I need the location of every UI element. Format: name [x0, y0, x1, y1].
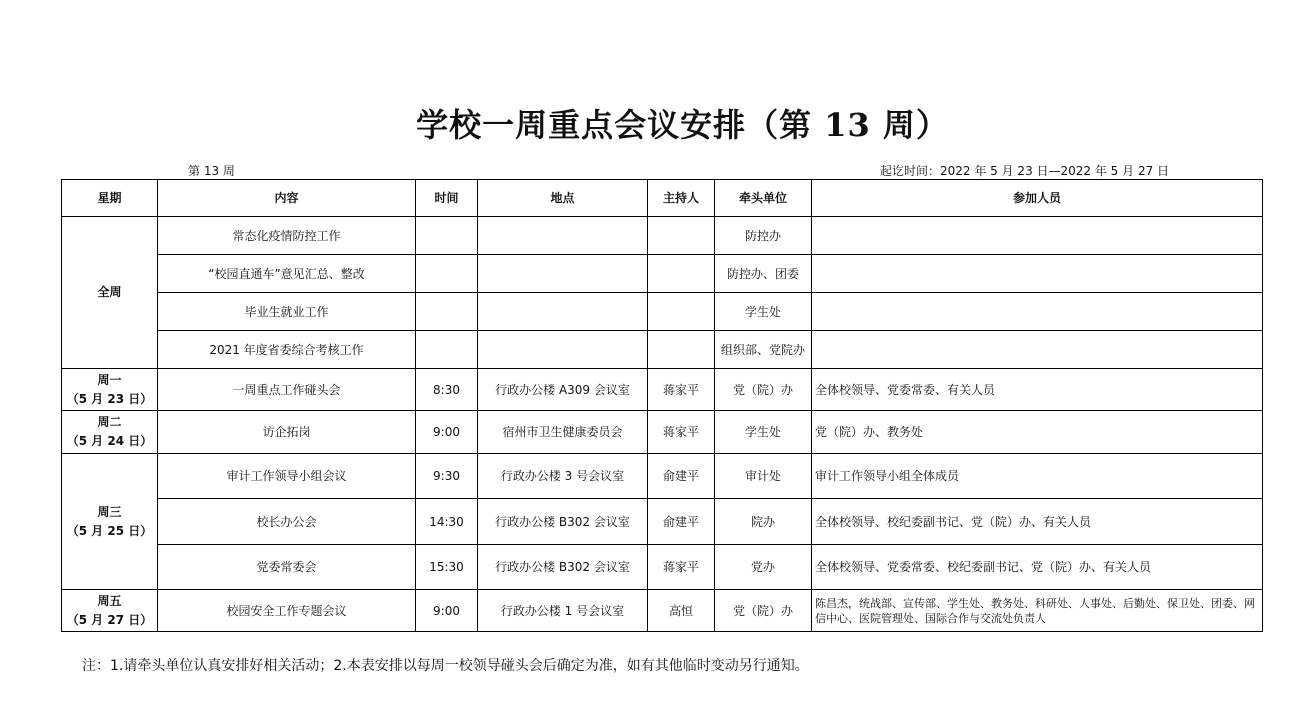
cell-lead: 审计处 — [715, 454, 812, 499]
cell-time — [416, 217, 478, 255]
cell-participants: 全体校领导、校纪委副书记、党（院）办、有关人员 — [812, 499, 1263, 545]
day-cell-friday — [62, 590, 158, 632]
cell-content: 审计工作领导小组会议 — [158, 454, 416, 499]
cell-place — [478, 331, 648, 369]
cell-content: 常态化疫情防控工作 — [158, 217, 416, 255]
day-date: （5 月 27 日） — [66, 612, 153, 627]
cell-participants — [812, 293, 1263, 331]
cell-place: 宿州市卫生健康委员会 — [478, 411, 648, 454]
cell-place: 行政办公楼 B302 会议室 — [478, 545, 648, 590]
document-title: 学校一周重点会议安排（第 13 周） — [416, 106, 949, 144]
cell-host: 蒋家平 — [648, 369, 715, 411]
cell-lead: 学生处 — [715, 411, 812, 454]
cell-participants: 陈昌杰，统战部、宣传部、学生处、教务处、科研处、人事处、后勤处、保卫处、团委、网信中心、医院管理处、国际合作与交流处负责人 — [812, 590, 1263, 632]
cell-place — [478, 293, 648, 331]
cell-participants — [812, 255, 1263, 293]
table-row — [62, 255, 1263, 293]
cell-time — [416, 331, 478, 369]
cell-time: 9:00 — [416, 411, 478, 454]
day-date: （5 月 24 日） — [66, 434, 153, 448]
week-label: 第 13 周 — [188, 164, 235, 178]
cell-participants: 审计工作领导小组全体成员 — [812, 454, 1263, 499]
cell-participants: 党（院）办、教务处 — [812, 411, 1263, 454]
header-host: 主持人 — [648, 180, 715, 217]
cell-place: 行政办公楼 3 号会议室 — [478, 454, 648, 499]
day-date: （5 月 23 日） — [66, 391, 153, 406]
header-lead: 牵头单位 — [715, 180, 812, 217]
cell-host — [648, 255, 715, 293]
table-row — [62, 590, 1263, 632]
day-cell-tuesday — [62, 411, 158, 454]
cell-host: 蒋家平 — [648, 411, 715, 454]
footnote: 注：1.请牵头单位认真安排好相关活动；2.本表安排以每周一校领导碰头会后确定为准，如有其他临时变动另行通知。 — [82, 658, 809, 674]
table-row — [62, 217, 1263, 255]
cell-content: “校园直通车”意见汇总、整改 — [158, 255, 416, 293]
header-place: 地点 — [478, 180, 648, 217]
cell-time: 15:30 — [416, 545, 478, 590]
cell-lead: 院办 — [715, 499, 812, 545]
table-row — [62, 499, 1263, 545]
table-row — [62, 369, 1263, 411]
cell-lead: 党（院）办 — [715, 369, 812, 411]
cell-lead: 党办 — [715, 545, 812, 590]
cell-participants — [812, 217, 1263, 255]
header-row — [62, 180, 1263, 217]
day-label: 周二 — [97, 415, 122, 429]
header-day: 星期 — [62, 180, 158, 217]
header-participants: 参加人员 — [812, 180, 1263, 217]
day-label: 周一 — [97, 372, 122, 387]
cell-content: 访企拓岗 — [158, 411, 416, 454]
cell-participants: 全体校领导、党委常委、有关人员 — [812, 369, 1263, 411]
cell-lead: 防控办 — [715, 217, 812, 255]
header-time: 时间 — [416, 180, 478, 217]
cell-lead: 防控办、团委 — [715, 255, 812, 293]
cell-time: 14:30 — [416, 499, 478, 545]
cell-time — [416, 255, 478, 293]
cell-host: 蒋家平 — [648, 545, 715, 590]
cell-content: 党委常委会 — [158, 545, 416, 590]
cell-content: 毕业生就业工作 — [158, 293, 416, 331]
cell-host: 俞建平 — [648, 454, 715, 499]
table-row — [62, 545, 1263, 590]
cell-place: 行政办公楼 1 号会议室 — [478, 590, 648, 632]
cell-host — [648, 293, 715, 331]
cell-content: 校园安全工作专题会议 — [158, 590, 416, 632]
cell-host — [648, 331, 715, 369]
table-row — [62, 411, 1263, 454]
day-date: （5 月 25 日） — [66, 523, 153, 538]
cell-time: 9:00 — [416, 590, 478, 632]
schedule-table — [61, 179, 1263, 632]
cell-participants — [812, 331, 1263, 369]
cell-host: 高恒 — [648, 590, 715, 632]
cell-time: 8:30 — [416, 369, 478, 411]
day-label: 周五 — [97, 593, 122, 608]
cell-content: 一周重点工作碰头会 — [158, 369, 416, 411]
cell-host — [648, 217, 715, 255]
cell-place — [478, 217, 648, 255]
day-label: 周三 — [97, 504, 122, 519]
cell-lead: 学生处 — [715, 293, 812, 331]
day-label: 全周 — [97, 285, 122, 299]
cell-place — [478, 255, 648, 293]
table-row — [62, 331, 1263, 369]
cell-lead: 党（院）办 — [715, 590, 812, 632]
cell-lead: 组织部、党院办 — [715, 331, 812, 369]
table-row — [62, 454, 1263, 499]
header-content: 内容 — [158, 180, 416, 217]
day-cell-monday — [62, 369, 158, 411]
date-range: 起讫时间：2022 年 5 月 23 日—2022 年 5 月 27 日 — [880, 164, 1170, 178]
cell-time: 9:30 — [416, 454, 478, 499]
cell-host: 俞建平 — [648, 499, 715, 545]
cell-place: 行政办公楼 A309 会议室 — [478, 369, 648, 411]
table-row — [62, 293, 1263, 331]
day-cell-wednesday — [62, 454, 158, 590]
cell-content: 校长办公会 — [158, 499, 416, 545]
day-cell-all-week — [62, 217, 158, 369]
cell-content: 2021 年度省委综合考核工作 — [158, 331, 416, 369]
cell-time — [416, 293, 478, 331]
cell-place: 行政办公楼 B302 会议室 — [478, 499, 648, 545]
cell-participants: 全体校领导、党委常委、校纪委副书记、党（院）办、有关人员 — [812, 545, 1263, 590]
